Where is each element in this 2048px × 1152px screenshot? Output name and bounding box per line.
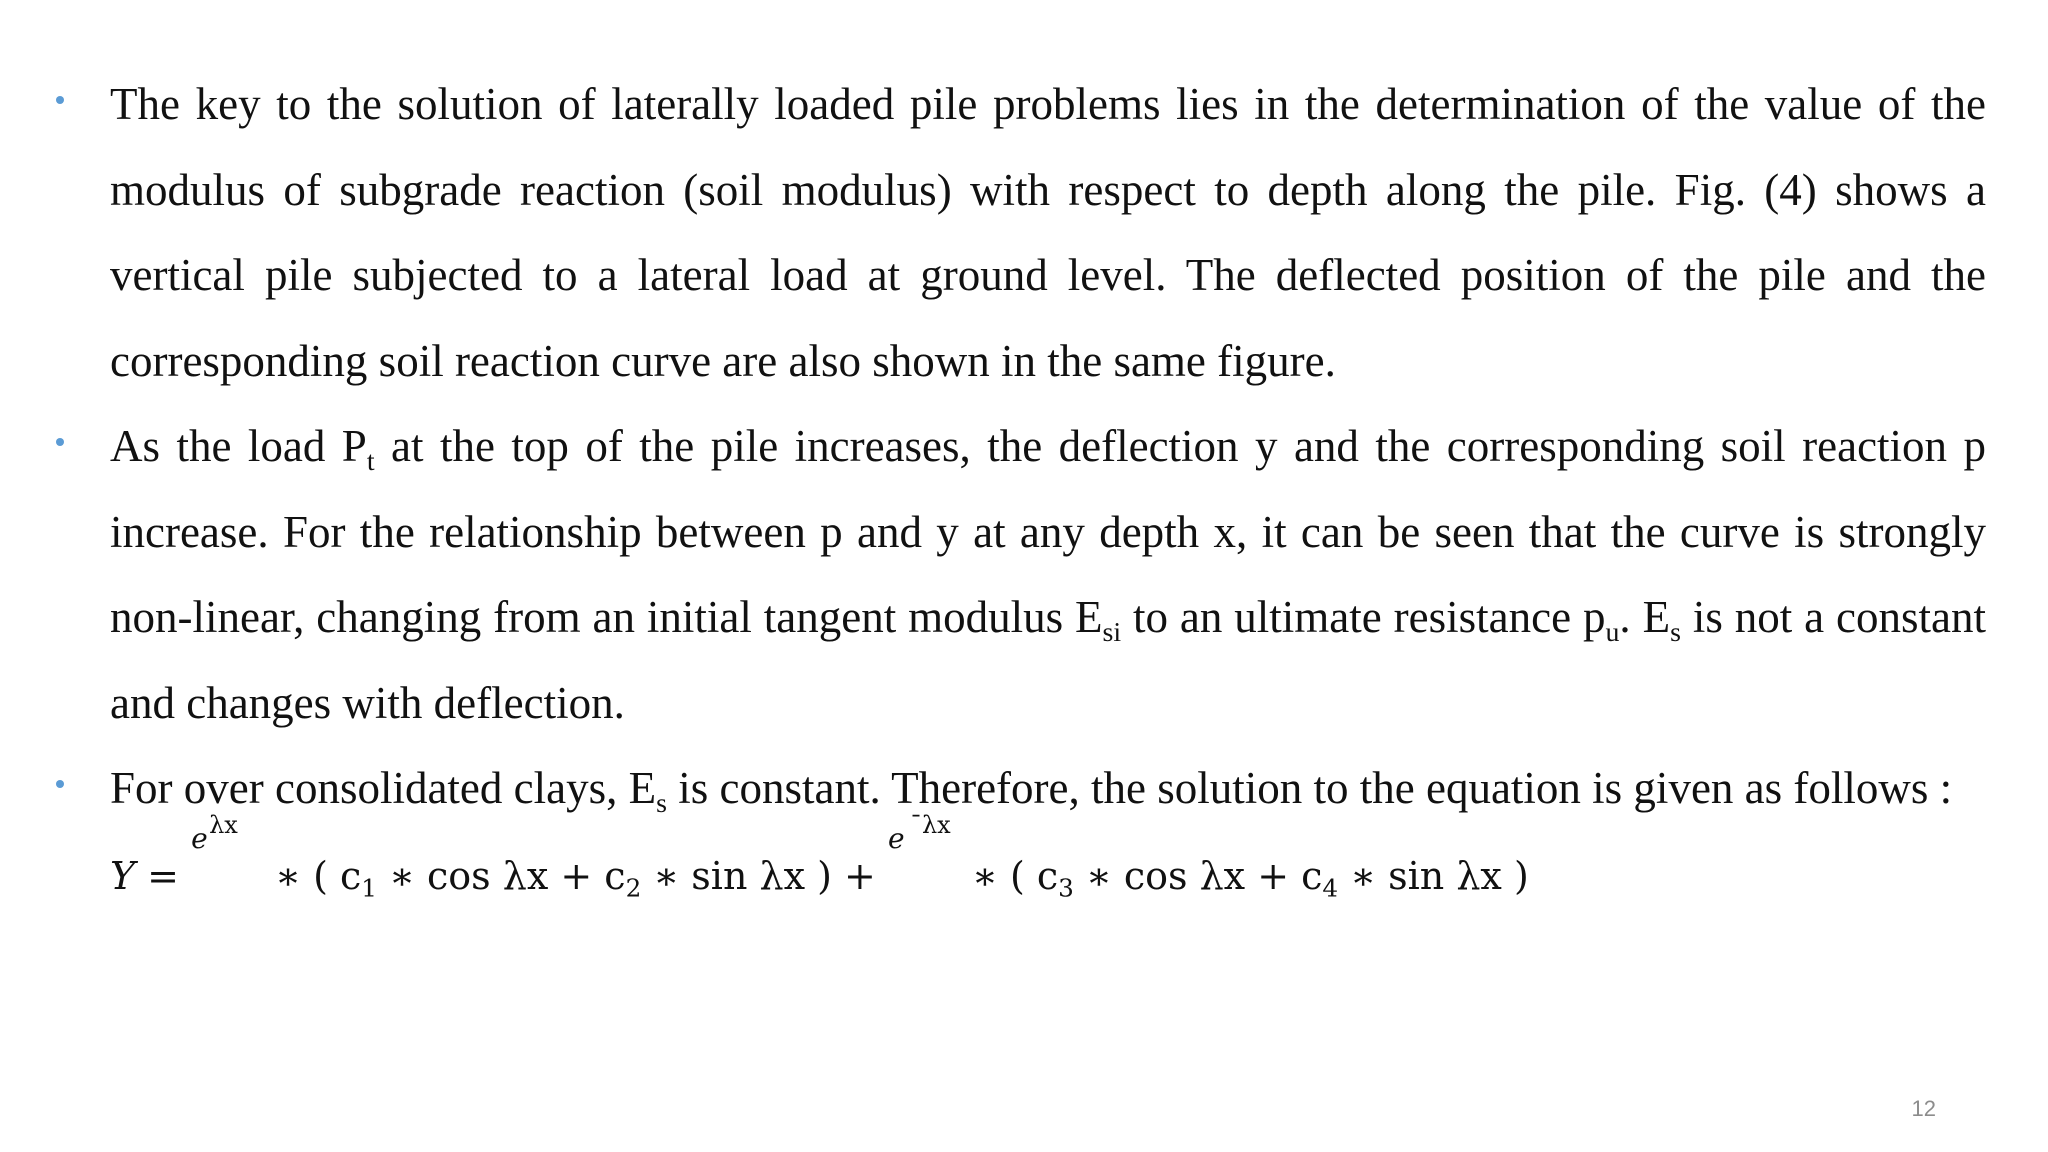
equation (110, 810, 1529, 902)
equation-c2-sub: 2 (625, 872, 642, 902)
equation-c3: c (1036, 853, 1059, 898)
bullet-text-part: For over consolidated clays, E (110, 763, 657, 813)
equation-star: ∗ (263, 853, 314, 898)
bullet-item-1 (110, 62, 1986, 404)
equation-star: ∗ (641, 853, 692, 898)
bullet-list (110, 62, 1986, 919)
subscript: s (1670, 616, 1681, 648)
bullet-text-part: As the load P (110, 421, 367, 471)
bullet-item-2 (110, 404, 1986, 746)
equation-star: ∗ (377, 853, 428, 898)
exponential-term-2 (887, 810, 960, 889)
equation-lhs: Y (110, 853, 136, 898)
equation-star: ∗ (1073, 853, 1124, 898)
equation-paren-close: ) (1501, 853, 1529, 898)
exponential-term-1 (191, 810, 263, 889)
equation-star: ∗ (1338, 853, 1389, 898)
subscript: si (1102, 616, 1122, 648)
equation-c4: c (1301, 853, 1323, 898)
bullet-text-part: is not a constant and changes with deflection. (110, 592, 1986, 728)
equation-paren-close: ) (805, 853, 832, 898)
bullet-text-part: . E (1619, 592, 1671, 642)
exp-power: ¯λx (909, 810, 951, 839)
bullet-dot-icon (56, 780, 64, 788)
equation-c4-sub: 4 (1322, 872, 1339, 902)
bullet-text-part: to an ultimate resistance p (1121, 592, 1606, 642)
equation-sin: sin λx (1388, 853, 1502, 898)
equation-plus: + (548, 853, 605, 898)
equation-sin: sin λx (691, 853, 806, 898)
exp-power: λx (209, 810, 238, 839)
equation-cos: cos λx (427, 853, 549, 898)
exp-base: e (887, 821, 905, 855)
equation-plus: + (831, 853, 888, 898)
equation-c2: c (604, 853, 626, 898)
bullet-dot-icon (56, 438, 64, 446)
equation-c3-sub: 3 (1058, 872, 1074, 902)
subscript: s (656, 787, 667, 819)
equation-equals: = (135, 853, 192, 898)
equation-cos: cos λx (1123, 853, 1246, 898)
equation-paren-open: ( (1009, 853, 1037, 898)
bullet-text-part: is constant. Therefore, the solution to the equation is given as follows : (666, 763, 1953, 813)
equation-star: ∗ (959, 853, 1010, 898)
bullet-text: The key to the solution of laterally loaded pile problems lies in the determination of the value of the modulus of subgrade reaction (soil modulus) with respect to depth along the pile. Fig. (4) shows a vertical pile subjected to a lateral load at ground level. The deflected position of the pile and the corresponding soil reaction curve are also shown in the same figure. (110, 79, 1986, 386)
bullet-text-part: at the top of the pile increases, the deflection y and the corresponding soil reaction p increase. For the relationship between p and y at any depth x, it can be seen that the curve is strongly non-linear, changing from an initial tangent modulus E (110, 421, 1986, 642)
equation-paren-open: ( (313, 853, 340, 898)
bullet-dot-icon (56, 96, 64, 104)
equation-plus: + (1245, 853, 1302, 898)
equation-c1-sub: 1 (361, 872, 378, 902)
page-number: 12 (1911, 1096, 1936, 1121)
exp-base: e (191, 821, 208, 855)
bullet-item-3 (110, 746, 1986, 919)
subscript: u (1605, 616, 1620, 648)
equation-c1: c (340, 853, 362, 898)
subscript: t (366, 445, 375, 477)
